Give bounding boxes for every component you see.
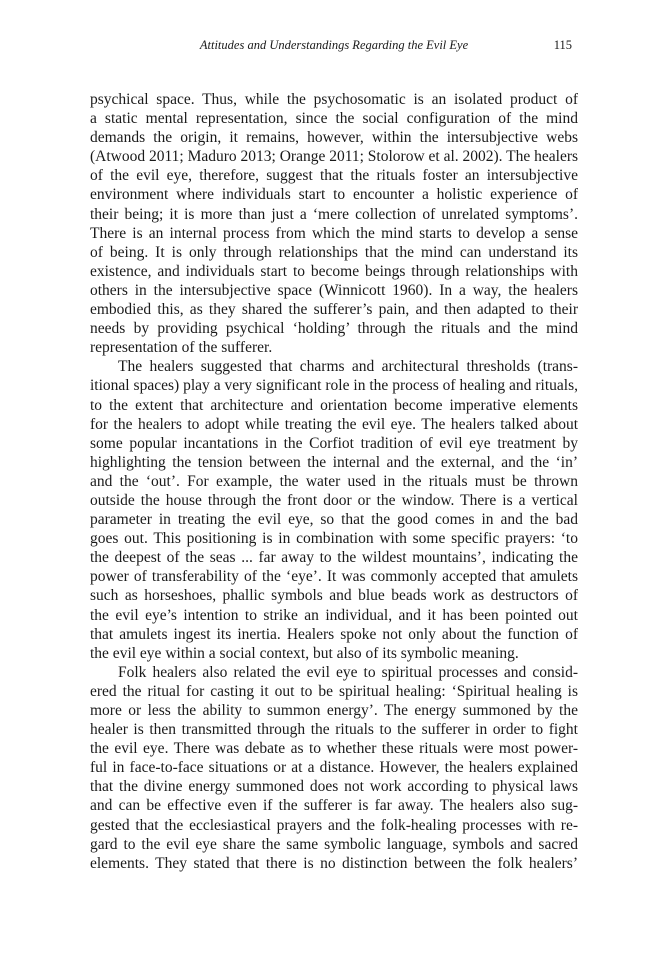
text-line: embodied this, as they shared the sufferer’s pain, and then adapted to their: [90, 301, 578, 319]
text-line: representation of the sufferer.: [90, 339, 273, 357]
text-line: gard to the evil eye share the same symbolic language, symbols and sacred: [90, 835, 578, 853]
text-line: gested that the ecclesiastical prayers and the folk-healing processes with re-: [90, 816, 578, 834]
running-title: Attitudes and Understandings Regarding the Evil Eye: [199, 38, 469, 52]
text-line: demands the origin, it remains, however, within the intersubjective webs: [90, 129, 578, 147]
text-line: that amulets ingest its inertia. Healers spoke not only about the function of: [90, 625, 578, 643]
text-line: elements. They stated that there is no distinction between the folk healers’: [90, 854, 578, 872]
text-line: needs by providing psychical ‘holding’ through the rituals and the mind: [90, 320, 578, 338]
text-line: power of transferability of the ‘eye’. It was commonly accepted that amulets: [90, 568, 578, 586]
text-line: ered the ritual for casting it out to be spiritual healing: ‘Spiritual healing is: [90, 682, 578, 700]
text-line: (Atwood 2011; Maduro 2013; Orange 2011; Stolorow et al. 2002). The healers: [90, 148, 578, 166]
text-line: more or less the ability to summon energy’. The energy summoned by the: [90, 702, 578, 719]
text-line: outside the house through the front door or the window. There is a vertical: [90, 491, 578, 509]
text-line: their being; it is more than just a ‘mere collection of unrelated symptoms’.: [90, 205, 578, 223]
text-line: goes out. This positioning is in combination with some specific prayers: ‘to: [90, 530, 578, 548]
text-line: the evil eye. There was debate as to whether these rituals were most power-: [90, 740, 578, 758]
paragraph: [90, 90, 578, 357]
text-line: healer is then transmitted through the rituals to the sufferer in order to fight: [90, 721, 578, 739]
paragraph: [90, 357, 578, 663]
text-line: the deepest of the seas ... far away to the wildest mountains’, indicating the: [90, 549, 578, 567]
text-line: a static mental representation, since the social configuration of the mind: [90, 110, 578, 128]
text-line: highlighting the tension between the internal and the external, and the ‘in’: [90, 453, 578, 471]
running-head: [90, 38, 578, 58]
text-line: The healers suggested that charms and architectural thresholds (trans-: [118, 358, 578, 376]
text-line: for the healers to adopt while treating the evil eye. The healers talked about: [90, 415, 578, 433]
paragraph: [90, 663, 578, 873]
body-text: [90, 90, 578, 873]
text-line: and the ‘out’. For example, the water used in the rituals must be thrown: [90, 472, 578, 490]
text-line: of the evil eye, therefore, suggest that the rituals foster an intersubjective: [90, 167, 578, 185]
text-line: and can be effective even if the sufferer is far away. The healers also sug-: [90, 797, 578, 815]
text-line: existence, and individuals start to become beings through relationships with: [90, 262, 578, 280]
text-line: the evil eye’s intention to strike an individual, and it has been pointed out: [90, 606, 578, 624]
text-line: There is an internal process from which the mind starts to develop a sense: [90, 224, 578, 242]
text-line: itional spaces) play a very significant role in the process of healing and rituals,: [90, 377, 578, 395]
text-line: the evil eye within a social context, but also of its symbolic meaning.: [90, 644, 519, 662]
page-number: 115: [553, 38, 572, 52]
text-line: such as horseshoes, phallic symbols and blue beads work as destructors of: [90, 587, 578, 605]
text-line: Folk healers also related the evil eye to spiritual processes and consid-: [118, 663, 578, 681]
text-line: that the divine energy summoned does not work according to physical laws: [90, 778, 578, 796]
text-line: psychical space. Thus, while the psychosomatic is an isolated product of: [90, 91, 578, 108]
text-line: of being. It is only through relationships that the mind can understand its: [90, 243, 578, 261]
text-line: others in the intersubjective space (Winnicott 1960). In a way, the healers: [90, 281, 578, 299]
text-line: some popular incantations in the Corfiot tradition of evil eye treatment by: [90, 434, 578, 452]
text-line: to the extent that architecture and orientation become imperative elements: [90, 396, 578, 414]
text-line: environment where individuals start to encounter a holistic experience of: [90, 186, 578, 204]
text-line: ful in face-to-face situations or at a distance. However, the healers explained: [90, 759, 578, 777]
text-line: parameter in treating the evil eye, so that the good comes in and the bad: [90, 511, 578, 529]
